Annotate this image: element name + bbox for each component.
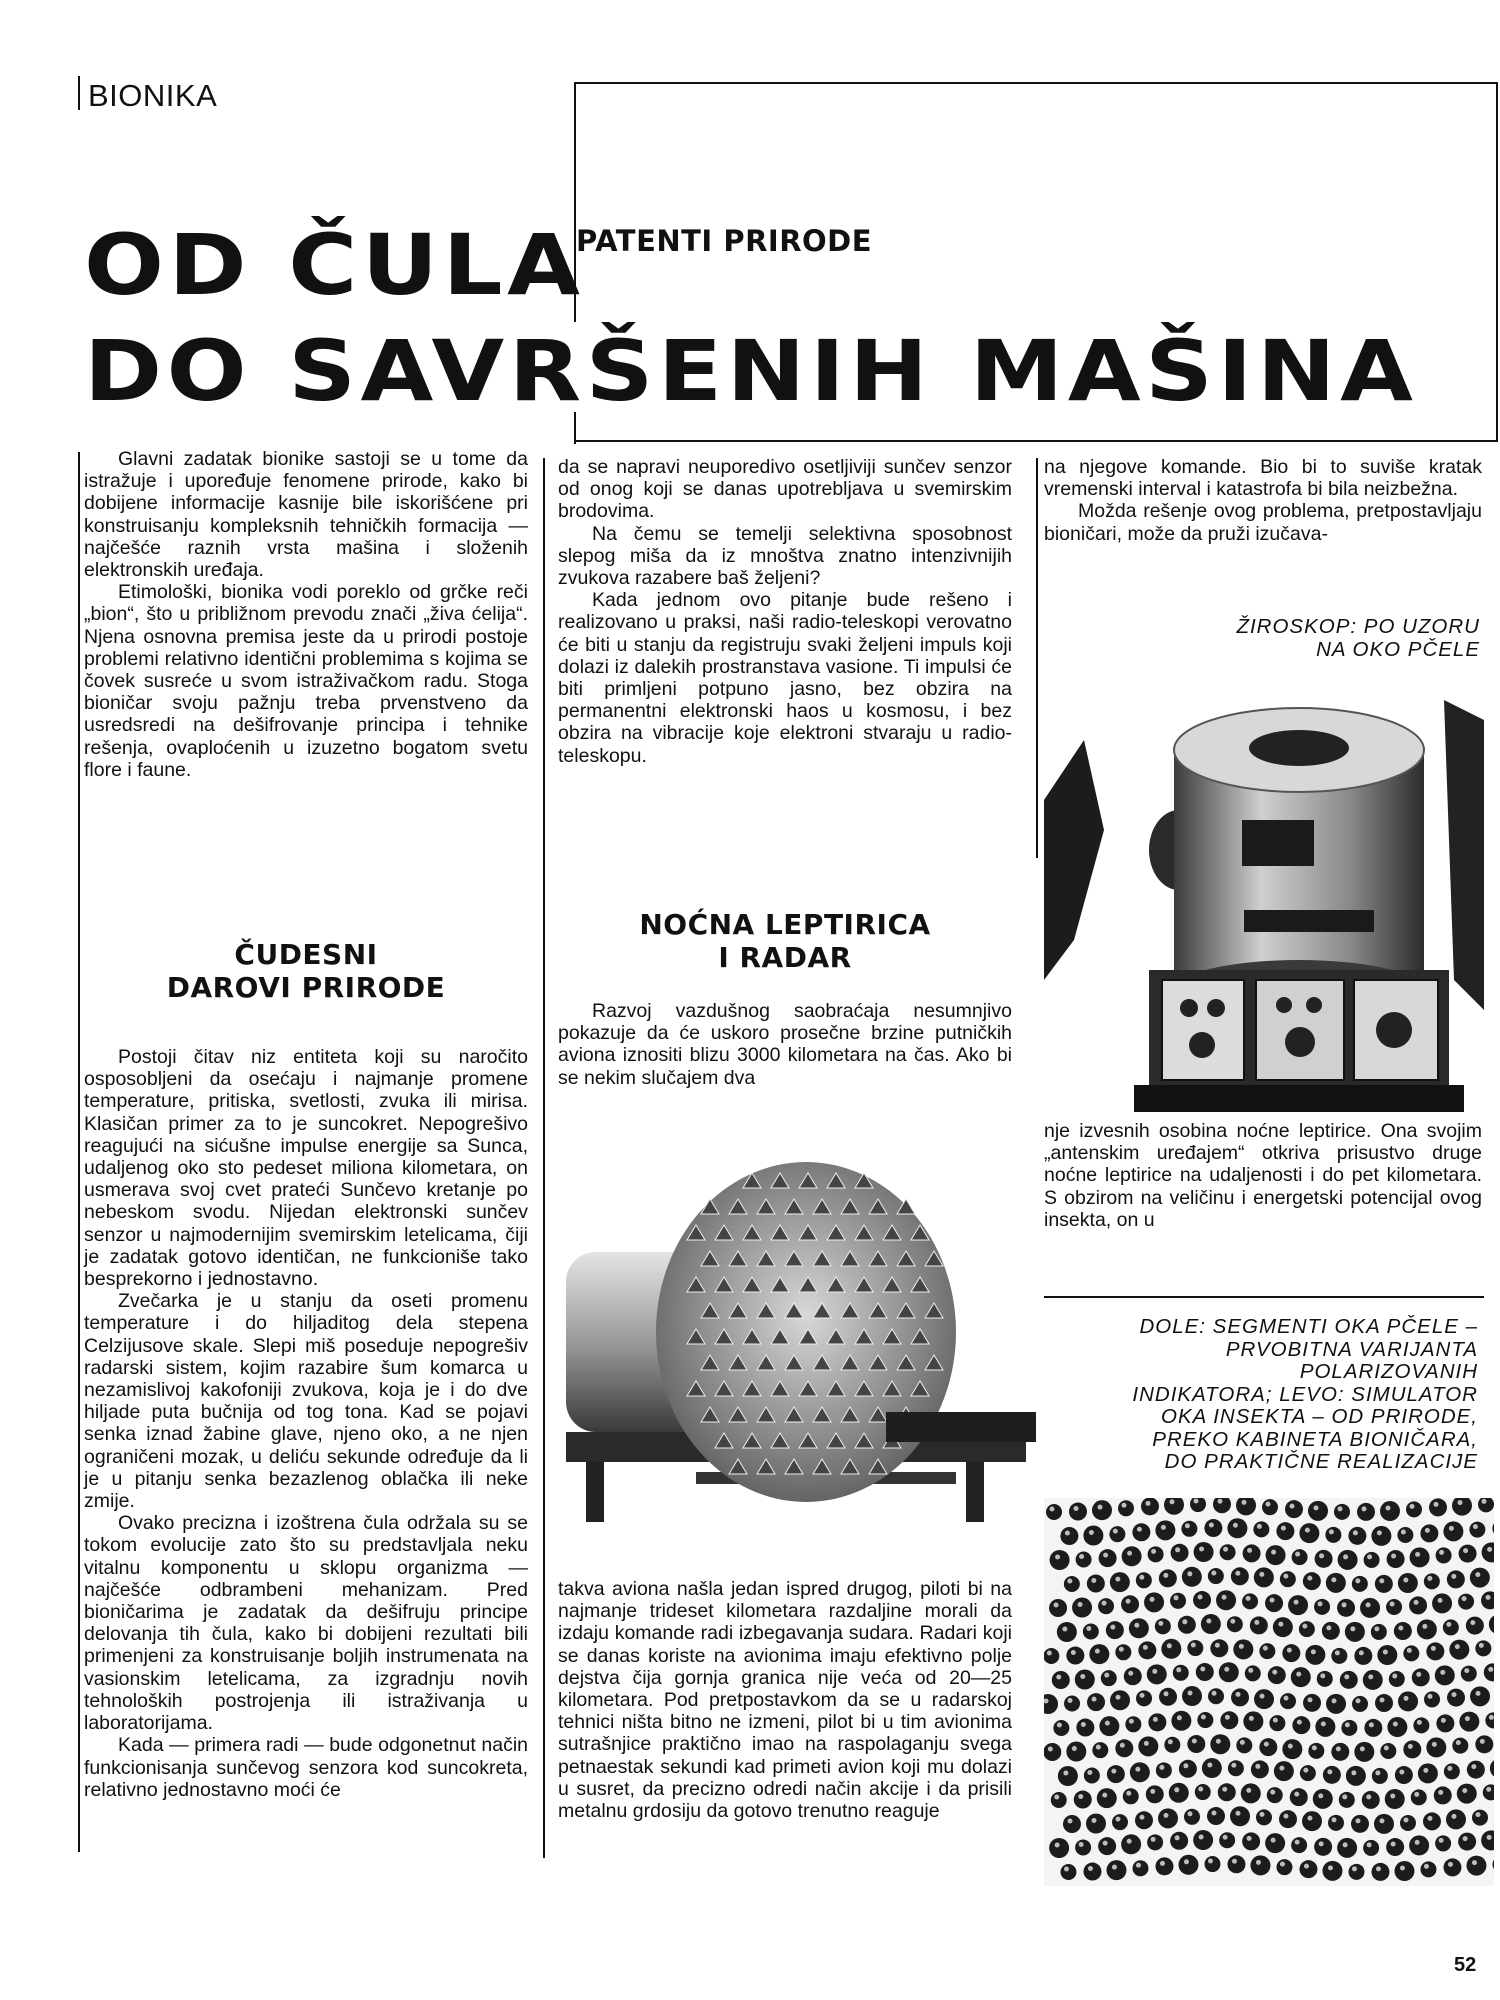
paragraph: Kada — primera radi — bude odgonetnut način funkcionisanja sunčevog senzora kod suncokreta, relativno jednostavno moći će xyxy=(84,1734,528,1801)
gyroscope-image xyxy=(1044,680,1484,1112)
paragraph: Etimološki, bionika vodi poreklo od grčke reči „bion“, što u približnom prevodu znači „živa ćelija“. Njena osnovna premisa jeste da u prirodi postoje problemi relativno identični problemima s kojima se čovek susreće u svom istraživačkom radu. Stoga bioničar svoju pažnju treba prvenstveno da usredsredi na dešifrovanje principa i tehnike rešenja, ovaploćenih u izuzetno bogatom svetu flore i faune. xyxy=(84,581,528,781)
column-rule-1 xyxy=(543,458,545,1858)
cylinder-device-image xyxy=(546,1112,1036,1562)
section-rule xyxy=(78,76,80,110)
paragraph: Ovako precizna i izoštrena čula održala su se tokom evolucije zato što su predstavljala neku vitalnu komponentu u sklopu organizma — najčešće odbrambeni mehanizam. Pred bioničarima je zadatak da dešifruju principe delovanja tih čula, kako bi dobijeni rezultati bili primenjeni za konstruisanje boljih instrumenata na vasionskim letelicama, za izgradnju novih tehnoloških postrojenja ili istraživanja u laboratorijama. xyxy=(84,1512,528,1735)
caption-zhiroskop: ŽIROSKOP: PO UZORU NA OKO PČELE xyxy=(1236,615,1480,661)
paragraph: nje izvesnih osobina noćne leptirice. Ona svojim „antenskim uređajem“ otkriva prisustvo druge noćne leptirice na udaljenosti i do pet kilometara. S obzirom na veličinu i energetski potencijal ovog insekta, on u xyxy=(1044,1120,1482,1231)
kicker: PATENTI PRIRODE xyxy=(576,224,873,258)
paragraph: Glavni zadatak bionike sastoji se u tome da istražuje i upoređuje fenomene prirode, kako bi dobijene informacije kasnije bile iskorišćene pri konstruisanju kompleksnih tehničkih formacija — najčešće raznih vrsta mašina i složenih elektronskih uređaja. xyxy=(84,448,528,582)
column-2-top xyxy=(558,456,1012,767)
bee-eye-image xyxy=(1044,1498,1494,1886)
paragraph: Postoji čitav niz entiteta koji su naročito osposobljeni da osećaju i najmanje promene temperature, pritiska, svetlosti, zvuka ili mirisa. Klasičan primer za to je suncokret. Nepogrešivo reagujući na sićušne impulse energije sa Sunca, udaljenog oko sto pedeset miliona kilometara, on usmerava svoj cvet prateći Sunčevo kretanje po nebeskom svodu. Nijedan elektronski sunčev senzor u najmodernijim svemirskim letelicama, čiji je zadatak gotovo identičan, ne funkcioniše tako besprekorno i jednostavno. xyxy=(84,1046,528,1291)
paragraph: takva aviona našla jedan ispred drugog, piloti bi na najmanje trideset kilometara razdaljine morali da izdaju komande radi izbegavanja sudara. Radari koji se danas koriste na avionima imaju efektivno polje dejstva čija gornja granica nije veća od 20—25 kilometara. Pod pretpostavkom da se u radarskoj tehnici ništa bitno ne izmeni, pilot bi u tim avionima sutrašnjice praktično imao na raspolaganju svega petnaestak sekundi kad primeti avion koji mu dolazi u susret, da precizno odredi način akcije i da prisili metalnu grdosiju da gotovo trenutno reaguje xyxy=(558,1578,1012,1823)
subheading-nocna-leptirica: NOĆNA LEPTIRICA I RADAR xyxy=(639,908,931,974)
column-3-mid xyxy=(1044,1120,1482,1231)
column-2-mid xyxy=(558,1000,1012,1089)
column-1-body xyxy=(84,1046,528,1801)
caption-rule xyxy=(1044,1296,1484,1298)
gyroscope-photo xyxy=(1044,680,1484,1112)
paragraph: na njegove komande. Bio bi to suviše kratak vremenski interval i katastrofa bi bila neizbežna. xyxy=(1044,456,1482,501)
column-rule-2 xyxy=(1036,458,1038,858)
bee-eye-segments-photo xyxy=(1044,1498,1494,1886)
column-rule-left xyxy=(78,452,80,1852)
page-number: 52 xyxy=(1454,1954,1477,1976)
column-3-top xyxy=(1044,456,1482,545)
paragraph: Na čemu se temelji selektivna sposobnost slepog miša da iz mnoštva znatno intenzivnijih zvukova razabere baš željeni? xyxy=(558,522,1012,590)
headline-line-2: DO SAVRŠENIH MAŠINA xyxy=(84,322,1418,420)
cylinder-device-photo xyxy=(546,1112,1036,1562)
paragraph: Zvečarka je u stanju da oseti promenu temperature i do hiljaditog dela stepena Celzijusove skale. Slepi miš poseduje nepogrešiv radarski sistem, kojim razabire šum komarca u nezamislivoj kakofoniji zvukova, koja je i do dve hiljade puta bučnija od tog tona. Kad se pojavi senka iznad žabine glave, njeno oko, a ne njen ograničeni mozak, u deliću sekunde određuje da li je u pitanju senka bezazlenog oblačka ili neke zmije. xyxy=(84,1290,528,1513)
subheading-cudesni-darovi: ČUDESNI DAROVI PRIRODE xyxy=(166,938,446,1004)
column-2-bottom xyxy=(558,1578,1012,1822)
paragraph: Kada jednom ovo pitanje bude rešeno i realizovano u praksi, naši radio-teleskopi verovatno će biti u stanju da registruju svaki željeni impuls koji dolazi iz dalekih prostranstava vasione. Ti impulsi će biti primljeni potpuno jasno, bez obzira na permanentni elektronski haos u kosmosu, i bez obzira na vibracije koje elektroni stvaraju u radio-teleskopu. xyxy=(558,589,1012,767)
paragraph: Možda rešenje ovog problema, pretpostavljaju bioničari, može da pruži izučava- xyxy=(1044,500,1482,545)
headline-line-1: OD ČULA xyxy=(84,216,585,314)
section-label: BIONIKA xyxy=(88,78,218,113)
caption-segmenti-oka: DOLE: SEGMENTI OKA PČELE – PRVOBITNA VARIJANTA POLARIZOVANIH INDIKATORA; LEVO: SIMULATOR OKA INSEKTA – OD PRIRODE, PREKO KABINETA BIONIČARA, DO PRAKTIČNE REALIZACIJE xyxy=(1132,1315,1478,1473)
column-1-intro xyxy=(84,448,528,781)
paragraph: Razvoj vazdušnog saobraćaja nesumnjivo pokazuje da će uskoro prosečne brzine putničkih aviona iznositi blizu 3000 kilometara na čas. Ako bi se nekim slučajem dva xyxy=(558,1000,1012,1089)
paragraph: da se napravi neuporedivo osetljiviji sunčev senzor od onog koji se danas upotrebljava u svemirskim brodovima. xyxy=(558,456,1012,523)
